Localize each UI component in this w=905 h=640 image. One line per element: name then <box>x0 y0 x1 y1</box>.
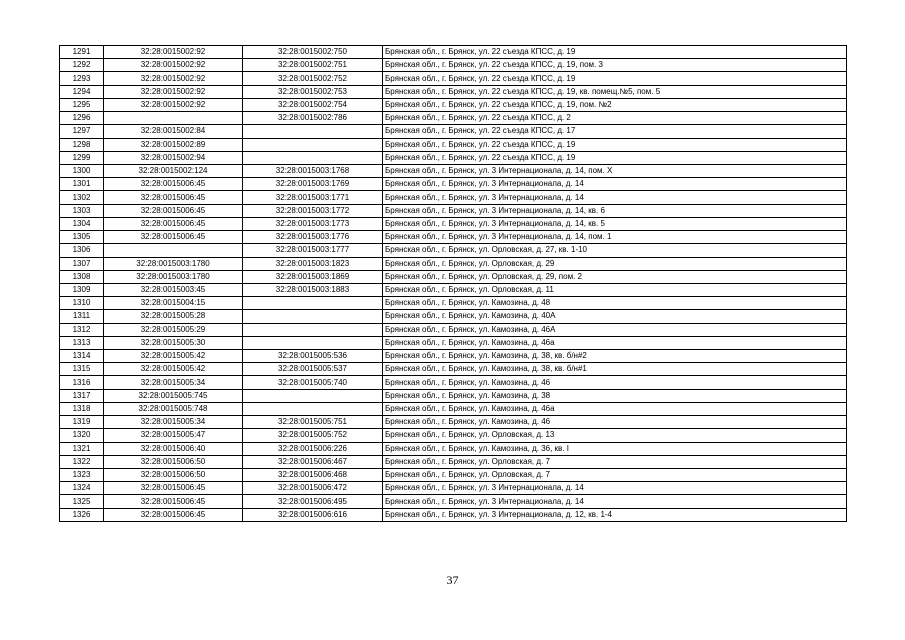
table-row <box>60 363 847 376</box>
row-number-cell: 1325 <box>60 495 104 508</box>
parcel-number-cell: 32:28:0015006:45 <box>104 231 243 244</box>
table-row <box>60 138 847 151</box>
row-number-cell: 1326 <box>60 508 104 521</box>
row-number-cell: 1296 <box>60 112 104 125</box>
address-cell: Брянская обл., г. Брянск, ул. 3 Интернационала, д. 14 <box>383 482 847 495</box>
object-number-cell <box>243 389 383 402</box>
table-row <box>60 270 847 283</box>
parcel-number-cell: 32:28:0015005:34 <box>104 416 243 429</box>
row-number-cell: 1315 <box>60 363 104 376</box>
table-row <box>60 336 847 349</box>
parcel-number-cell <box>104 112 243 125</box>
parcel-number-cell: 32:28:0015002:92 <box>104 98 243 111</box>
parcel-number-cell: 32:28:0015005:42 <box>104 363 243 376</box>
address-cell: Брянская обл., г. Брянск, ул. 22 съезда КПСС, д. 2 <box>383 112 847 125</box>
object-number-cell: 32:28:0015002:750 <box>243 46 383 59</box>
parcel-number-cell: 32:28:0015004:15 <box>104 297 243 310</box>
table-row <box>60 442 847 455</box>
table-row <box>60 46 847 59</box>
table-row <box>60 125 847 138</box>
object-number-cell: 32:28:0015005:536 <box>243 350 383 363</box>
table-row <box>60 112 847 125</box>
parcel-number-cell: 32:28:0015006:45 <box>104 191 243 204</box>
row-number-cell: 1295 <box>60 98 104 111</box>
address-cell: Брянская обл., г. Брянск, ул. 22 съезда КПСС, д. 19 <box>383 46 847 59</box>
row-number-cell: 1311 <box>60 310 104 323</box>
address-cell: Брянская обл., г. Брянск, ул. Камозина, д. 48 <box>383 297 847 310</box>
parcel-number-cell: 32:28:0015005:42 <box>104 350 243 363</box>
object-number-cell: 32:28:0015002:754 <box>243 98 383 111</box>
parcel-number-cell: 32:28:0015005:30 <box>104 336 243 349</box>
row-number-cell: 1318 <box>60 402 104 415</box>
object-number-cell: 32:28:0015005:537 <box>243 363 383 376</box>
object-number-cell: 32:28:0015002:786 <box>243 112 383 125</box>
register-table <box>59 45 847 522</box>
address-cell: Брянская обл., г. Брянск, ул. 22 съезда КПСС, д. 17 <box>383 125 847 138</box>
table-row <box>60 164 847 177</box>
object-number-cell: 32:28:0015003:1776 <box>243 231 383 244</box>
parcel-number-cell: 32:28:0015006:45 <box>104 482 243 495</box>
parcel-number-cell <box>104 244 243 257</box>
address-cell: Брянская обл., г. Брянск, ул. Камозина, д. 40А <box>383 310 847 323</box>
object-number-cell: 32:28:0015005:751 <box>243 416 383 429</box>
parcel-number-cell: 32:28:0015003:1780 <box>104 257 243 270</box>
row-number-cell: 1307 <box>60 257 104 270</box>
object-number-cell <box>243 323 383 336</box>
address-cell: Брянская обл., г. Брянск, ул. Камозина, д. 38 <box>383 389 847 402</box>
table-row <box>60 217 847 230</box>
address-cell: Брянская обл., г. Брянск, ул. Камозина, д. 46 <box>383 376 847 389</box>
row-number-cell: 1300 <box>60 164 104 177</box>
row-number-cell: 1313 <box>60 336 104 349</box>
parcel-number-cell: 32:28:0015006:45 <box>104 204 243 217</box>
object-number-cell <box>243 336 383 349</box>
object-number-cell: 32:28:0015003:1768 <box>243 164 383 177</box>
parcel-number-cell: 32:28:0015002:92 <box>104 59 243 72</box>
address-cell: Брянская обл., г. Брянск, ул. 22 съезда КПСС, д. 19 <box>383 138 847 151</box>
object-number-cell: 32:28:0015003:1777 <box>243 244 383 257</box>
table-row <box>60 191 847 204</box>
row-number-cell: 1321 <box>60 442 104 455</box>
row-number-cell: 1303 <box>60 204 104 217</box>
object-number-cell: 32:28:0015002:753 <box>243 85 383 98</box>
object-number-cell <box>243 297 383 310</box>
table-row <box>60 310 847 323</box>
object-number-cell: 32:28:0015002:752 <box>243 72 383 85</box>
parcel-number-cell: 32:28:0015002:92 <box>104 46 243 59</box>
address-cell: Брянская обл., г. Брянск, ул. Орловская, д. 27, кв. 1-10 <box>383 244 847 257</box>
parcel-number-cell: 32:28:0015006:50 <box>104 455 243 468</box>
object-number-cell <box>243 151 383 164</box>
row-number-cell: 1302 <box>60 191 104 204</box>
address-cell: Брянская обл., г. Брянск, ул. 22 съезда КПСС, д. 19, кв. помещ.№5, пом. 5 <box>383 85 847 98</box>
parcel-number-cell: 32:28:0015005:34 <box>104 376 243 389</box>
parcel-number-cell: 32:28:0015005:47 <box>104 429 243 442</box>
row-number-cell: 1308 <box>60 270 104 283</box>
parcel-number-cell: 32:28:0015006:45 <box>104 178 243 191</box>
address-cell: Брянская обл., г. Брянск, ул. Орловская, д. 29, пом. 2 <box>383 270 847 283</box>
row-number-cell: 1298 <box>60 138 104 151</box>
table-row <box>60 508 847 521</box>
object-number-cell: 32:28:0015003:1769 <box>243 178 383 191</box>
object-number-cell: 32:28:0015003:1773 <box>243 217 383 230</box>
address-cell: Брянская обл., г. Брянск, ул. 3 Интернационала, д. 12, кв. 1-4 <box>383 508 847 521</box>
address-cell: Брянская обл., г. Брянск, ул. 22 съезда КПСС, д. 19, пом. 3 <box>383 59 847 72</box>
object-number-cell <box>243 402 383 415</box>
table-row <box>60 495 847 508</box>
address-cell: Брянская обл., г. Брянск, ул. 22 съезда КПСС, д. 19, пом. №2 <box>383 98 847 111</box>
address-cell: Брянская обл., г. Брянск, ул. 3 Интернационала, д. 14 <box>383 191 847 204</box>
address-cell: Брянская обл., г. Брянск, ул. Орловская, д. 7 <box>383 469 847 482</box>
object-number-cell: 32:28:0015006:616 <box>243 508 383 521</box>
row-number-cell: 1299 <box>60 151 104 164</box>
object-number-cell: 32:28:0015006:226 <box>243 442 383 455</box>
table-row <box>60 59 847 72</box>
object-number-cell: 32:28:0015003:1772 <box>243 204 383 217</box>
object-number-cell: 32:28:0015002:751 <box>243 59 383 72</box>
table-row <box>60 297 847 310</box>
address-cell: Брянская обл., г. Брянск, ул. Камозина, д. 46а <box>383 402 847 415</box>
object-number-cell <box>243 138 383 151</box>
row-number-cell: 1304 <box>60 217 104 230</box>
table-row <box>60 283 847 296</box>
row-number-cell: 1320 <box>60 429 104 442</box>
address-cell: Брянская обл., г. Брянск, ул. Камозина, д. 46А <box>383 323 847 336</box>
parcel-number-cell: 32:28:0015006:50 <box>104 469 243 482</box>
row-number-cell: 1294 <box>60 85 104 98</box>
object-number-cell: 32:28:0015006:467 <box>243 455 383 468</box>
parcel-number-cell: 32:28:0015005:745 <box>104 389 243 402</box>
parcel-number-cell: 32:28:0015005:29 <box>104 323 243 336</box>
parcel-number-cell: 32:28:0015006:45 <box>104 508 243 521</box>
address-cell: Брянская обл., г. Брянск, ул. 22 съезда КПСС, д. 19 <box>383 151 847 164</box>
row-number-cell: 1291 <box>60 46 104 59</box>
table-row <box>60 402 847 415</box>
row-number-cell: 1312 <box>60 323 104 336</box>
row-number-cell: 1314 <box>60 350 104 363</box>
row-number-cell: 1293 <box>60 72 104 85</box>
row-number-cell: 1301 <box>60 178 104 191</box>
row-number-cell: 1297 <box>60 125 104 138</box>
register-table-body <box>60 46 847 522</box>
parcel-number-cell: 32:28:0015006:45 <box>104 217 243 230</box>
parcel-number-cell: 32:28:0015002:94 <box>104 151 243 164</box>
row-number-cell: 1305 <box>60 231 104 244</box>
object-number-cell: 32:28:0015006:468 <box>243 469 383 482</box>
row-number-cell: 1323 <box>60 469 104 482</box>
parcel-number-cell: 32:28:0015002:84 <box>104 125 243 138</box>
table-row <box>60 151 847 164</box>
object-number-cell: 32:28:0015003:1771 <box>243 191 383 204</box>
table-row <box>60 204 847 217</box>
address-cell: Брянская обл., г. Брянск, ул. Орловская, д. 11 <box>383 283 847 296</box>
parcel-number-cell: 32:28:0015002:92 <box>104 72 243 85</box>
table-row <box>60 72 847 85</box>
table-row <box>60 455 847 468</box>
row-number-cell: 1324 <box>60 482 104 495</box>
table-row <box>60 257 847 270</box>
row-number-cell: 1319 <box>60 416 104 429</box>
object-number-cell <box>243 310 383 323</box>
address-cell: Брянская обл., г. Брянск, ул. Орловская, д. 13 <box>383 429 847 442</box>
parcel-number-cell: 32:28:0015005:748 <box>104 402 243 415</box>
parcel-number-cell: 32:28:0015003:1780 <box>104 270 243 283</box>
table-row <box>60 231 847 244</box>
object-number-cell: 32:28:0015006:495 <box>243 495 383 508</box>
table-row <box>60 350 847 363</box>
parcel-number-cell: 32:28:0015002:92 <box>104 85 243 98</box>
address-cell: Брянская обл., г. Брянск, ул. Камозина, д. 38, кв. б/н#2 <box>383 350 847 363</box>
table-row <box>60 389 847 402</box>
row-number-cell: 1292 <box>60 59 104 72</box>
parcel-number-cell: 32:28:0015006:40 <box>104 442 243 455</box>
address-cell: Брянская обл., г. Брянск, ул. 3 Интернационала, д. 14, кв. 5 <box>383 217 847 230</box>
address-cell: Брянская обл., г. Брянск, ул. 22 съезда КПСС, д. 19 <box>383 72 847 85</box>
row-number-cell: 1322 <box>60 455 104 468</box>
row-number-cell: 1316 <box>60 376 104 389</box>
row-number-cell: 1317 <box>60 389 104 402</box>
row-number-cell: 1309 <box>60 283 104 296</box>
row-number-cell: 1306 <box>60 244 104 257</box>
table-row <box>60 98 847 111</box>
address-cell: Брянская обл., г. Брянск, ул. 3 Интернационала, д. 14, пом. 1 <box>383 231 847 244</box>
table-row <box>60 85 847 98</box>
table-row <box>60 178 847 191</box>
table-row <box>60 469 847 482</box>
object-number-cell: 32:28:0015003:1823 <box>243 257 383 270</box>
table-row <box>60 244 847 257</box>
object-number-cell: 32:28:0015005:740 <box>243 376 383 389</box>
address-cell: Брянская обл., г. Брянск, ул. 3 Интернационала, д. 14 <box>383 495 847 508</box>
address-cell: Брянская обл., г. Брянск, ул. Камозина, д. 46 <box>383 416 847 429</box>
address-cell: Брянская обл., г. Брянск, ул. Орловская, д. 7 <box>383 455 847 468</box>
table-row <box>60 416 847 429</box>
object-number-cell: 32:28:0015003:1869 <box>243 270 383 283</box>
table-row <box>60 429 847 442</box>
table-row <box>60 376 847 389</box>
table-row <box>60 482 847 495</box>
address-cell: Брянская обл., г. Брянск, ул. Камозина, д. 38, кв. б/н#1 <box>383 363 847 376</box>
parcel-number-cell: 32:28:0015002:89 <box>104 138 243 151</box>
object-number-cell: 32:28:0015005:752 <box>243 429 383 442</box>
address-cell: Брянская обл., г. Брянск, ул. 3 Интернационала, д. 14 <box>383 178 847 191</box>
parcel-number-cell: 32:28:0015002:124 <box>104 164 243 177</box>
object-number-cell <box>243 125 383 138</box>
row-number-cell: 1310 <box>60 297 104 310</box>
address-cell: Брянская обл., г. Брянск, ул. 3 Интернационала, д. 14, пом. X <box>383 164 847 177</box>
table-row <box>60 323 847 336</box>
address-cell: Брянская обл., г. Брянск, ул. 3 Интернационала, д. 14, кв. 6 <box>383 204 847 217</box>
address-cell: Брянская обл., г. Брянск, ул. Камозина, д. 36, кв. I <box>383 442 847 455</box>
object-number-cell: 32:28:0015003:1883 <box>243 283 383 296</box>
address-cell: Брянская обл., г. Брянск, ул. Орловская, д. 29 <box>383 257 847 270</box>
object-number-cell: 32:28:0015006:472 <box>243 482 383 495</box>
address-cell: Брянская обл., г. Брянск, ул. Камозина, д. 46а <box>383 336 847 349</box>
parcel-number-cell: 32:28:0015003:45 <box>104 283 243 296</box>
parcel-number-cell: 32:28:0015005:28 <box>104 310 243 323</box>
parcel-number-cell: 32:28:0015006:45 <box>104 495 243 508</box>
page-number: 37 <box>446 573 459 587</box>
